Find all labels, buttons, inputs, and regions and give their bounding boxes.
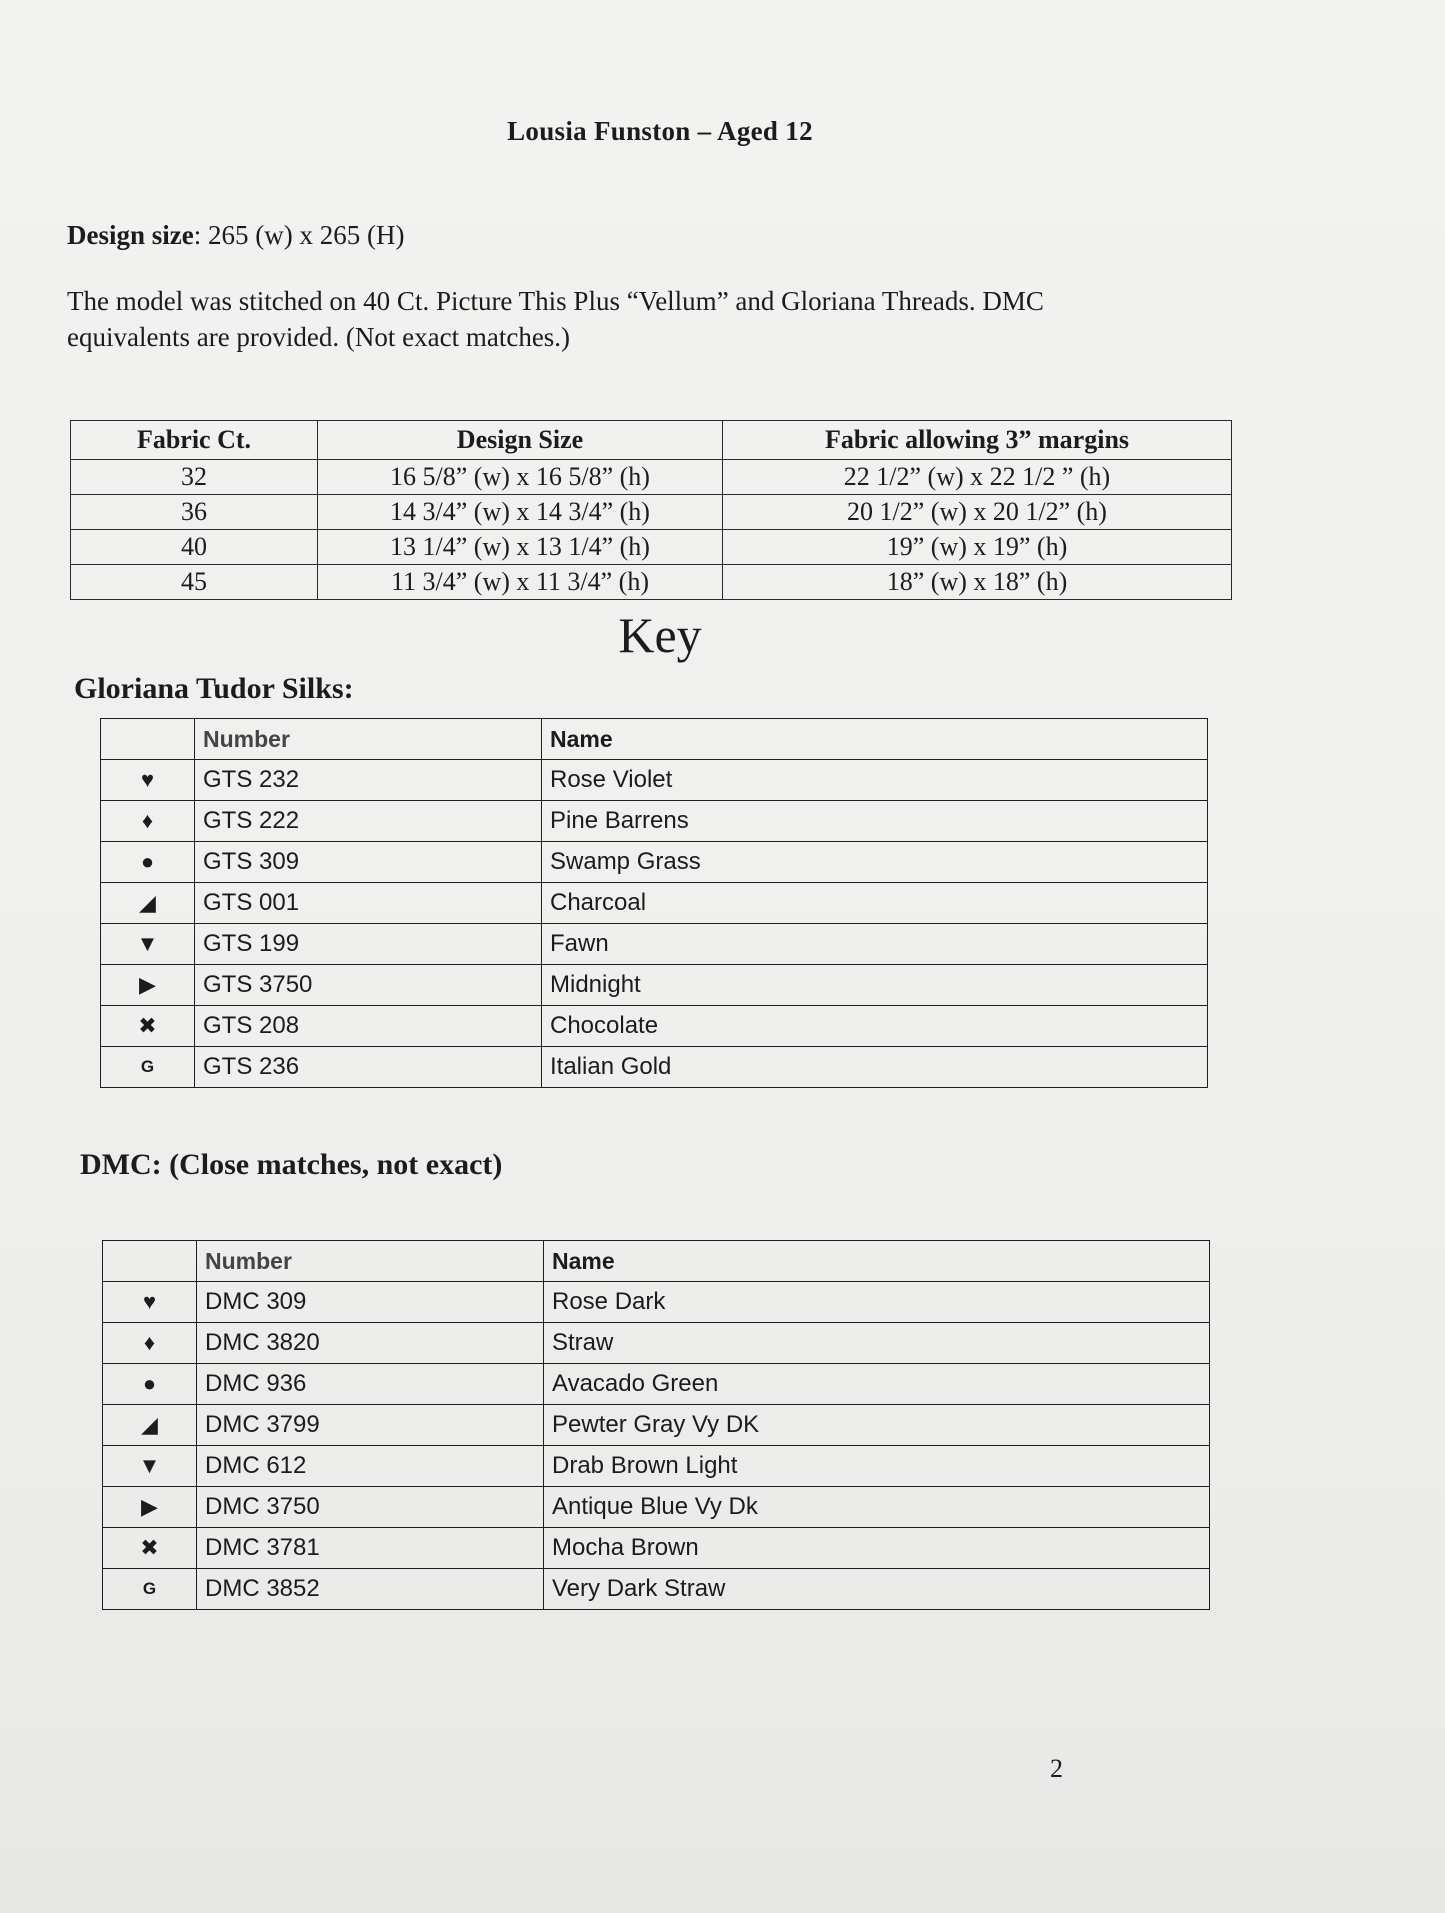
symbol-header-cell bbox=[101, 719, 195, 760]
table-row bbox=[103, 1405, 1210, 1446]
heart-icon: ♥ bbox=[103, 1282, 197, 1323]
fabric-ct-cell: 32 bbox=[71, 460, 318, 495]
design-size-cell: 14 3/4” (w) x 14 3/4” (h) bbox=[318, 495, 723, 530]
number-header: Number bbox=[195, 719, 542, 760]
thread-name-cell: Italian Gold bbox=[542, 1047, 1208, 1088]
design-size-header: Design Size bbox=[318, 421, 723, 460]
heart-icon: ♥ bbox=[101, 760, 195, 801]
letter-g-icon: G bbox=[101, 1047, 195, 1088]
thread-number-cell: GTS 236 bbox=[195, 1047, 542, 1088]
table-row bbox=[101, 883, 1208, 924]
gts-key-table bbox=[100, 718, 1208, 1088]
design-size-cell: 11 3/4” (w) x 11 3/4” (h) bbox=[318, 565, 723, 600]
thread-number-cell: GTS 199 bbox=[195, 924, 542, 965]
fabric-margins-cell: 19” (w) x 19” (h) bbox=[723, 530, 1232, 565]
thread-number-cell: GTS 001 bbox=[195, 883, 542, 924]
fabric-ct-cell: 45 bbox=[71, 565, 318, 600]
thread-name-cell: Pine Barrens bbox=[542, 801, 1208, 842]
thread-number-cell: DMC 3799 bbox=[197, 1405, 544, 1446]
thread-name-cell: Fawn bbox=[542, 924, 1208, 965]
table-row bbox=[101, 924, 1208, 965]
page-number: 2 bbox=[1050, 1754, 1063, 1783]
table-row bbox=[103, 1569, 1210, 1610]
gts-heading: Gloriana Tudor Silks: bbox=[74, 672, 354, 705]
thread-number-cell: GTS 232 bbox=[195, 760, 542, 801]
thread-number-cell: DMC 936 bbox=[197, 1364, 544, 1405]
thread-number-cell: DMC 3781 bbox=[197, 1528, 544, 1569]
dmc-key-table bbox=[102, 1240, 1210, 1610]
table-row bbox=[103, 1446, 1210, 1487]
table-row bbox=[101, 801, 1208, 842]
key-table-header-row bbox=[101, 719, 1208, 760]
thread-number-cell: DMC 3820 bbox=[197, 1323, 544, 1364]
letter-g-icon: G bbox=[103, 1569, 197, 1610]
table-row bbox=[71, 495, 1232, 530]
key-heading: Key bbox=[618, 607, 702, 663]
table-row bbox=[101, 1047, 1208, 1088]
thread-name-cell: Rose Dark bbox=[544, 1282, 1210, 1323]
name-header: Name bbox=[544, 1241, 1210, 1282]
thread-name-cell: Chocolate bbox=[542, 1006, 1208, 1047]
circle-icon: ● bbox=[103, 1364, 197, 1405]
corner-triangle-icon: ◢ bbox=[103, 1405, 197, 1446]
symbol-header-cell bbox=[103, 1241, 197, 1282]
fabric-margins-cell: 20 1/2” (w) x 20 1/2” (h) bbox=[723, 495, 1232, 530]
fabric-size-table bbox=[70, 420, 1232, 600]
fabric-ct-cell: 36 bbox=[71, 495, 318, 530]
right-triangle-icon: ▶ bbox=[101, 965, 195, 1006]
design-size-cell: 13 1/4” (w) x 13 1/4” (h) bbox=[318, 530, 723, 565]
corner-triangle-icon: ◢ bbox=[101, 883, 195, 924]
thread-number-cell: GTS 222 bbox=[195, 801, 542, 842]
thread-number-cell: DMC 3852 bbox=[197, 1569, 544, 1610]
table-row bbox=[101, 842, 1208, 883]
thread-name-cell: Rose Violet bbox=[542, 760, 1208, 801]
design-size-cell: 16 5/8” (w) x 16 5/8” (h) bbox=[318, 460, 723, 495]
design-size-line bbox=[67, 220, 404, 251]
fabric-margins-cell: 22 1/2” (w) x 22 1/2 ” (h) bbox=[723, 460, 1232, 495]
x-mark-icon: ✖ bbox=[103, 1528, 197, 1569]
down-triangle-icon: ▼ bbox=[103, 1446, 197, 1487]
table-row bbox=[103, 1282, 1210, 1323]
table-row bbox=[71, 565, 1232, 600]
x-mark-icon: ✖ bbox=[101, 1006, 195, 1047]
fabric-ct-header: Fabric Ct. bbox=[71, 421, 318, 460]
fabric-margins-cell: 18” (w) x 18” (h) bbox=[723, 565, 1232, 600]
table-row bbox=[101, 965, 1208, 1006]
thread-name-cell: Antique Blue Vy Dk bbox=[544, 1487, 1210, 1528]
thread-number-cell: GTS 309 bbox=[195, 842, 542, 883]
thread-name-cell: Very Dark Straw bbox=[544, 1569, 1210, 1610]
diamond-icon: ♦ bbox=[103, 1323, 197, 1364]
thread-name-cell: Straw bbox=[544, 1323, 1210, 1364]
thread-name-cell: Drab Brown Light bbox=[544, 1446, 1210, 1487]
table-row bbox=[103, 1528, 1210, 1569]
right-triangle-icon: ▶ bbox=[103, 1487, 197, 1528]
intro-line-2: equivalents are provided. (Not exact matches.) bbox=[67, 322, 571, 352]
dmc-heading: DMC: (Close matches, not exact) bbox=[80, 1148, 503, 1181]
intro-line-1: The model was stitched on 40 Ct. Picture This Plus “Vellum” and Gloriana Threads. DMC bbox=[67, 286, 1044, 316]
circle-icon: ● bbox=[101, 842, 195, 883]
table-row bbox=[103, 1487, 1210, 1528]
thread-name-cell: Midnight bbox=[542, 965, 1208, 1006]
down-triangle-icon: ▼ bbox=[101, 924, 195, 965]
thread-name-cell: Mocha Brown bbox=[544, 1528, 1210, 1569]
fabric-ct-cell: 40 bbox=[71, 530, 318, 565]
thread-number-cell: GTS 3750 bbox=[195, 965, 542, 1006]
table-row bbox=[71, 530, 1232, 565]
name-header: Name bbox=[542, 719, 1208, 760]
table-row bbox=[101, 1006, 1208, 1047]
thread-name-cell: Charcoal bbox=[542, 883, 1208, 924]
fabric-table-header-row bbox=[71, 421, 1232, 460]
fabric-margins-header: Fabric allowing 3” margins bbox=[723, 421, 1232, 460]
table-row bbox=[101, 760, 1208, 801]
table-row bbox=[103, 1364, 1210, 1405]
diamond-icon: ♦ bbox=[101, 801, 195, 842]
thread-number-cell: DMC 612 bbox=[197, 1446, 544, 1487]
table-row bbox=[103, 1323, 1210, 1364]
table-row bbox=[71, 460, 1232, 495]
thread-name-cell: Swamp Grass bbox=[542, 842, 1208, 883]
thread-number-cell: DMC 3750 bbox=[197, 1487, 544, 1528]
number-header: Number bbox=[197, 1241, 544, 1282]
page-title: Lousia Funston – Aged 12 bbox=[507, 116, 813, 146]
thread-name-cell: Pewter Gray Vy DK bbox=[544, 1405, 1210, 1446]
intro-paragraph bbox=[67, 283, 1187, 355]
key-table-header-row bbox=[103, 1241, 1210, 1282]
design-size-label: Design size bbox=[67, 220, 194, 250]
thread-name-cell: Avacado Green bbox=[544, 1364, 1210, 1405]
thread-number-cell: DMC 309 bbox=[197, 1282, 544, 1323]
design-size-value: : 265 (w) x 265 (H) bbox=[193, 220, 405, 250]
thread-number-cell: GTS 208 bbox=[195, 1006, 542, 1047]
